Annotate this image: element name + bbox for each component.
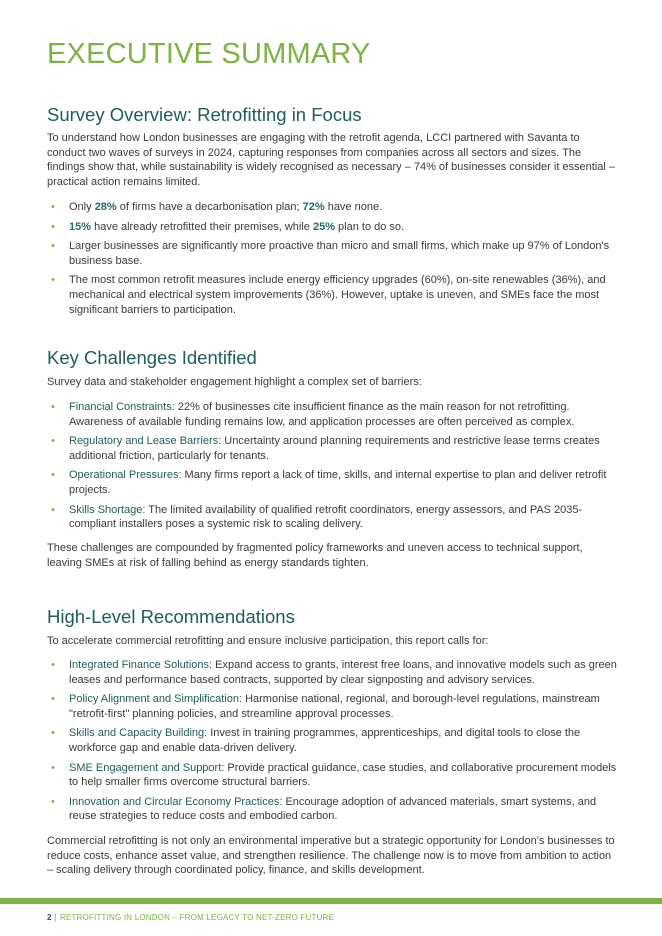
bullet-icon: • [51, 201, 55, 213]
list-item: • Policy Alignment and Simplification: Harmonise national, regional, and borough-level regulations, mainstream "retrofit-first" planning policies, and streamline approval processes. [51, 693, 600, 720]
item-term: SME Engagement and Support: [69, 761, 225, 774]
list-item: • 15% have already retrofitted their premises, while 25% plan to do so. [51, 220, 405, 233]
recommendations-intro: To accelerate commercial retrofitting and ensure inclusive participation, this report calls for: [47, 635, 489, 647]
bullet-icon: • [51, 274, 55, 287]
page-title: EXECUTIVE SUMMARY [47, 38, 371, 70]
bullet-icon: • [51, 693, 55, 706]
bullet-icon: • [51, 761, 55, 774]
list-item: • Innovation and Circular Economy Practices: Encourage adoption of advanced materials, smart systems, and reuse strategies to reduce costs and embodied carbon. [51, 795, 597, 823]
footer-separator: | [54, 913, 57, 922]
item-term: Skills and Capacity Building: [69, 727, 208, 740]
bullet-icon: • [51, 469, 55, 482]
list-item: • Integrated Finance Solutions: Expand access to grants, interest free loans, and innovative models such as green leases and performance based contracts, supported by clear signposting and advisory services. [51, 659, 617, 686]
survey-findings-list [47, 200, 617, 322]
item-term: Operational Pressures: [69, 469, 182, 482]
footer-divider [0, 898, 662, 904]
survey-intro: To understand how London businesses are engaging with the retrofit agenda, LCCI partnered with Savanta to conduct two waves of surveys in 2024, capturing responses from companies across all sectors and sizes. The findings show that, while sustainability is widely recognised as necessary – 74% of businesses consider it essential – practical action remains limited. [47, 132, 616, 188]
challenges-intro: Survey data and stakeholder engagement highlight a complex set of barriers: [47, 376, 422, 388]
bullet-icon: • [51, 401, 55, 413]
bullet-icon: • [51, 220, 55, 233]
stat-value: 25% [312, 220, 335, 233]
list-item: • Larger businesses are significantly more proactive than micro and small firms, which make up 97% of London's business base. [51, 240, 610, 267]
bullet-icon: • [51, 503, 55, 516]
recommendations-list [47, 658, 617, 829]
bullet-icon: • [51, 795, 55, 808]
item-term: Integrated Finance Solutions: [69, 659, 213, 671]
stat-value: 72% [302, 201, 325, 213]
footer-title: RETROFITTING IN LONDON – FROM LEGACY TO NET-ZERO FUTURE [59, 913, 335, 922]
item-term: Innovation and Circular Economy Practices: [69, 795, 283, 808]
bullet-icon: • [51, 727, 55, 740]
list-item: • Operational Pressures: Many firms report a lack of time, skills, and internal expertise to plan and deliver retrofit projects. [51, 469, 607, 496]
bullet-icon: • [51, 240, 55, 253]
page-number: 2 [47, 913, 52, 922]
list-item: • SME Engagement and Support: Provide practical guidance, case studies, and collaborative procurement models to help smaller firms overcome structural barriers. [51, 761, 617, 789]
challenges-heading: Key Challenges Identified [47, 347, 257, 368]
item-term: Policy Alignment and Simplification: [69, 693, 243, 706]
item-term: Financial Constraints: [69, 401, 175, 413]
challenges-outro: These challenges are compounded by fragmented policy frameworks and uneven access to technical support, leaving SMEs at risk of falling behind as energy standards tighten. [47, 542, 583, 569]
item-term: Regulatory and Lease Barriers: [69, 435, 222, 448]
recommendations-outro: Commercial retrofitting is not only an environmental imperative but a strategic opportunity for London's businesses to reduce costs, enhance asset value, and strengthen resilience. The challenge now is to move from ambition to action – scaling delivery through coordinated policy, finance, and skills development. [47, 835, 615, 877]
bullet-icon: • [51, 435, 55, 448]
list-item: • Skills Shortage: The limited availability of qualified retrofit coordinators, energy assessors, and PAS 2035-compliant installers poses a systemic risk to scaling delivery. [51, 503, 583, 531]
challenges-list [47, 400, 617, 537]
list-item: • The most common retrofit measures include energy efficiency upgrades (60%), on-site renewables (36%), and mechanical and electrical system improvements (36%). However, uptake is uneven, and SMEs face the most significant barriers to participation. [51, 274, 606, 316]
recommendations-heading: High-Level Recommendations [47, 606, 295, 627]
survey-heading: Survey Overview: Retrofitting in Focus [47, 104, 362, 125]
bullet-icon: • [51, 659, 55, 671]
list-item: • Regulatory and Lease Barriers: Uncertainty around planning requirements and restrictive lease terms creates additional friction, particularly for tenants. [51, 435, 600, 462]
list-item: • Skills and Capacity Building: Invest in training programmes, apprenticeships, and digital tools to close the workforce gap and enable data-driven delivery. [51, 727, 581, 754]
list-item: • Only 28% of firms have a decarbonisation plan; 72% have none. [51, 201, 383, 213]
page-footer [47, 913, 334, 922]
item-term: Skills Shortage: [69, 503, 146, 516]
stat-value: 15% [69, 220, 92, 233]
list-item: • Financial Constraints: 22% of businesses cite insufficient finance as the main reason for not retrofitting. Awareness of available funding remains low, and application processes are often perceived as complex. [51, 401, 575, 428]
stat-value: 28% [94, 201, 117, 213]
